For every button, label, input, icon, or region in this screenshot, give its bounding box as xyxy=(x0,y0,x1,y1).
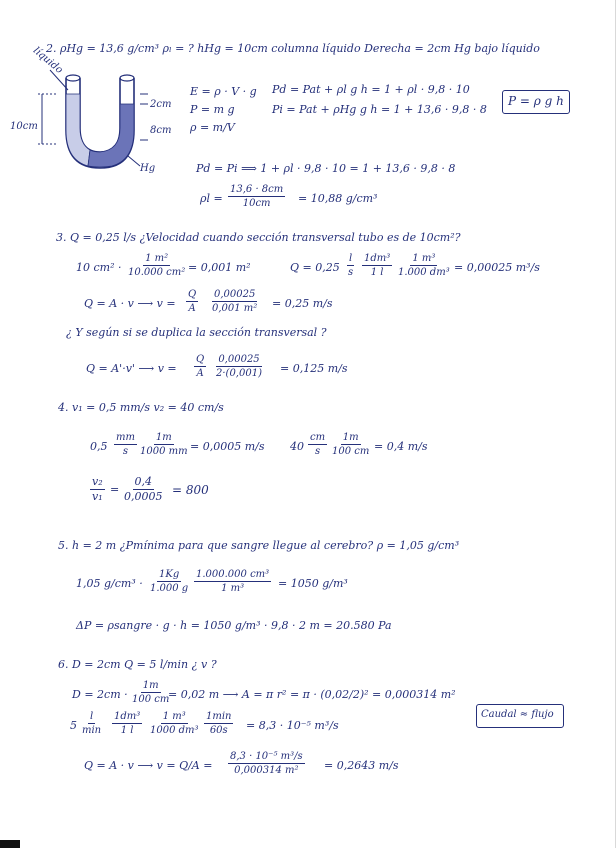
p4-ratio-result: = 800 xyxy=(172,483,209,497)
p4-b-m-den: 100 cm xyxy=(332,446,370,457)
p3-c2-c-den: 1.000 dm³ xyxy=(398,267,450,278)
p2-rho-den: 10cm xyxy=(242,198,271,209)
p6-q1-frac-c xyxy=(148,711,201,736)
p6-q1-c-num: 1 m³ xyxy=(162,711,186,722)
p5-delta-p: ΔP = ρsangre · g · h = 1050 g/m³ · 9,8 · 2 m = 20.580 Pa xyxy=(76,619,392,632)
p6-q1-frac-a xyxy=(80,711,103,736)
p6-d1-den: 100 cm xyxy=(132,694,170,705)
p6-q1-frac-b xyxy=(112,711,142,736)
p2-pi: Pi = Pat + ρHg g h = 1 + 13,6 · 9,8 · 8 xyxy=(272,103,487,116)
p3-c1-fraction xyxy=(126,253,187,278)
p4-b-frac-unit xyxy=(308,432,327,457)
p6-q1-c-den: 1000 dm³ xyxy=(150,725,199,736)
p3-v2-frac-b xyxy=(214,354,264,379)
p6-v-den: 0,000314 m² xyxy=(234,765,299,776)
p3-v2-result: = 0,125 m/s xyxy=(280,362,348,375)
p3-c2-c-num: 1 m³ xyxy=(412,253,436,264)
p5-c1-a-num: 1Kg xyxy=(158,569,180,580)
p2-rho-result: = 10,88 g/cm³ xyxy=(298,192,378,205)
p4-ratio-frac xyxy=(90,476,105,503)
p6-q1-d-den: 60s xyxy=(209,725,228,736)
p4-ratio-den2: 0,0005 xyxy=(124,490,163,504)
p4-a-frac-m xyxy=(138,432,190,457)
p4-b: 40 xyxy=(290,440,304,453)
p3-v1-b-num: 0,00025 xyxy=(213,289,256,300)
p6-v-result: = 0,2643 m/s xyxy=(324,759,399,772)
p4-b-u-den: s xyxy=(314,446,321,457)
p6-d1-frac xyxy=(130,680,171,705)
p3-c2-b-num: 1dm³ xyxy=(364,253,391,264)
p4-a-result: = 0,0005 m/s xyxy=(190,440,265,453)
p4-b-frac-m xyxy=(330,432,371,457)
p2-formula-rho: ρ = m/V xyxy=(190,121,235,134)
p3-v1-frac-b xyxy=(210,289,259,314)
p3-v2-b-den: 2·(0,001) xyxy=(216,368,262,379)
p2-equation: Pd = Pi ⟹ 1 + ρl · 9,8 · 10 = 1 + 13,6 · 9,8 · 8 xyxy=(196,162,456,175)
p6-d1-num: 1m xyxy=(142,680,159,691)
p5-c1-frac-b xyxy=(194,569,271,594)
u-tube-diagram xyxy=(28,60,168,180)
p3-c2-b-den: 1 l xyxy=(370,267,384,278)
p5-c1-b-den: 1 m³ xyxy=(221,583,245,594)
p4-ratio-den: v₁ xyxy=(92,490,103,504)
p3-header: 3. Q = 0,25 l/s ¿Velocidad cuando sección transversal tubo es de 10cm²? xyxy=(56,231,461,244)
p5-c1-a-den: 1.000 g xyxy=(150,583,189,594)
p3-v1-a-num: Q xyxy=(188,289,197,300)
p4-b-m-num: 1m xyxy=(342,432,359,443)
p3-v1-a-den: A xyxy=(188,303,196,314)
p6-v-num: 8,3 · 10⁻⁵ m³/s xyxy=(230,751,303,762)
p6-q1-d-num: 1min xyxy=(206,711,232,722)
p3-v1-frac-a xyxy=(186,289,198,314)
p4-ratio-eq: = xyxy=(110,483,120,496)
p5-c1-frac-a xyxy=(148,569,190,594)
p3-v2-frac-a xyxy=(194,354,206,379)
p3-v2: Q = A'·v' ⟶ v = xyxy=(86,362,177,375)
p5-c1-result: = 1050 g/m³ xyxy=(278,577,348,590)
p5-header: 5. h = 2 m ¿Pmínima para que sangre llegue al cerebro? ρ = 1,05 g/cm³ xyxy=(58,539,460,552)
label-8cm: 8cm xyxy=(150,125,172,136)
p2-boxed-formula: P = ρ g h xyxy=(508,94,564,108)
p3-c1-num: 1 m² xyxy=(145,253,169,264)
p2-rho-num: 13,6 · 8cm xyxy=(230,184,284,195)
p6-v-frac xyxy=(228,751,305,776)
p5-c1: 1,05 g/cm³ · xyxy=(76,577,143,590)
p3-v1-b-den: 0,001 m² xyxy=(212,303,258,314)
p6-q1-a-den: min xyxy=(82,725,102,736)
p4-b-u-num: cm xyxy=(310,432,326,443)
p3-c2: Q = 0,25 xyxy=(290,261,340,274)
p4-b-result: = 0,4 m/s xyxy=(374,440,428,453)
p4-a-u-num: mm xyxy=(116,432,135,443)
p4-a-m-den: 1000 mm xyxy=(140,446,188,457)
p3-c1: 10 cm² · xyxy=(76,261,122,274)
p6-q1-result: = 8,3 · 10⁻⁵ m³/s xyxy=(246,719,339,732)
p2-rho-label: ρl = xyxy=(200,192,223,205)
p6-header: 6. D = 2cm Q = 5 l/min ¿ v ? xyxy=(58,658,217,671)
p3-c2-frac-a xyxy=(346,253,355,278)
p2-formula-e: E = ρ · V · g xyxy=(190,85,257,98)
p2-pd: Pd = Pat + ρl g h = 1 + ρl · 9,8 · 10 xyxy=(272,83,470,96)
p3-v2-a-num: Q xyxy=(196,354,205,365)
p4-a-frac-unit xyxy=(114,432,137,457)
p3-c2-frac-b xyxy=(362,253,392,278)
p2-rho-fraction xyxy=(228,184,285,209)
p3-question: ¿ Y según si se duplica la sección transversal ? xyxy=(66,326,327,339)
p6-q1-a-num: l xyxy=(89,711,94,722)
label-liquido: líquido xyxy=(30,45,65,77)
p6-q1-b-den: 1 l xyxy=(120,725,134,736)
p3-c1-den: 10.000 cm² xyxy=(128,267,186,278)
p3-c2-result: = 0,00025 m³/s xyxy=(454,261,540,274)
p3-v2-a-den: A xyxy=(196,368,204,379)
p3-v1: Q = A · v ⟶ v = xyxy=(84,297,176,310)
p3-c2-a-num: l xyxy=(348,253,353,264)
p4-ratio-num2: 0,4 xyxy=(133,476,155,490)
p6-d1: D = 2cm · xyxy=(72,688,128,701)
p2-formula-p: P = m g xyxy=(190,103,235,116)
p6-d1-result: = 0,02 m ⟶ A = π r² = π · (0,02/2)² = 0,000314 m² xyxy=(168,688,456,701)
p3-v2-b-num: 0,00025 xyxy=(218,354,260,365)
p5-c1-b-num: 1.000.000 cm³ xyxy=(196,569,270,580)
p3-v1-result: = 0,25 m/s xyxy=(272,297,333,310)
p3-c2-a-den: s xyxy=(348,267,354,278)
scan-edge-mark xyxy=(0,840,20,848)
p4-ratio-frac2 xyxy=(122,476,165,503)
p2-header: 2. ρHg = 13,6 g/cm³ ρₗ = ? hHg = 10cm columna líquido Derecha = 2cm Hg bajo líquido xyxy=(46,42,540,55)
label-10cm: 10cm xyxy=(10,121,38,132)
p6-q1: 5 xyxy=(70,719,77,732)
label-2cm: 2cm xyxy=(150,99,172,110)
p3-c2-frac-c xyxy=(396,253,452,278)
p4-ratio-num: v₂ xyxy=(90,476,105,490)
p4-a-u-den: s xyxy=(122,446,129,457)
p3-c1-result: = 0,001 m² xyxy=(188,261,251,274)
p4-a-m-num: 1m xyxy=(155,432,172,443)
p4-a: 0,5 xyxy=(90,440,108,453)
p6-v: Q = A · v ⟶ v = Q/A = xyxy=(84,759,213,772)
p4-header: 4. v₁ = 0,5 mm/s v₂ = 40 cm/s xyxy=(58,401,224,414)
label-hg: Hg xyxy=(140,163,156,174)
p6-q1-b-num: 1dm³ xyxy=(114,711,141,722)
p6-q1-frac-d xyxy=(204,711,233,736)
p6-boxed-note: Caudal ≈ flujo xyxy=(481,709,554,720)
